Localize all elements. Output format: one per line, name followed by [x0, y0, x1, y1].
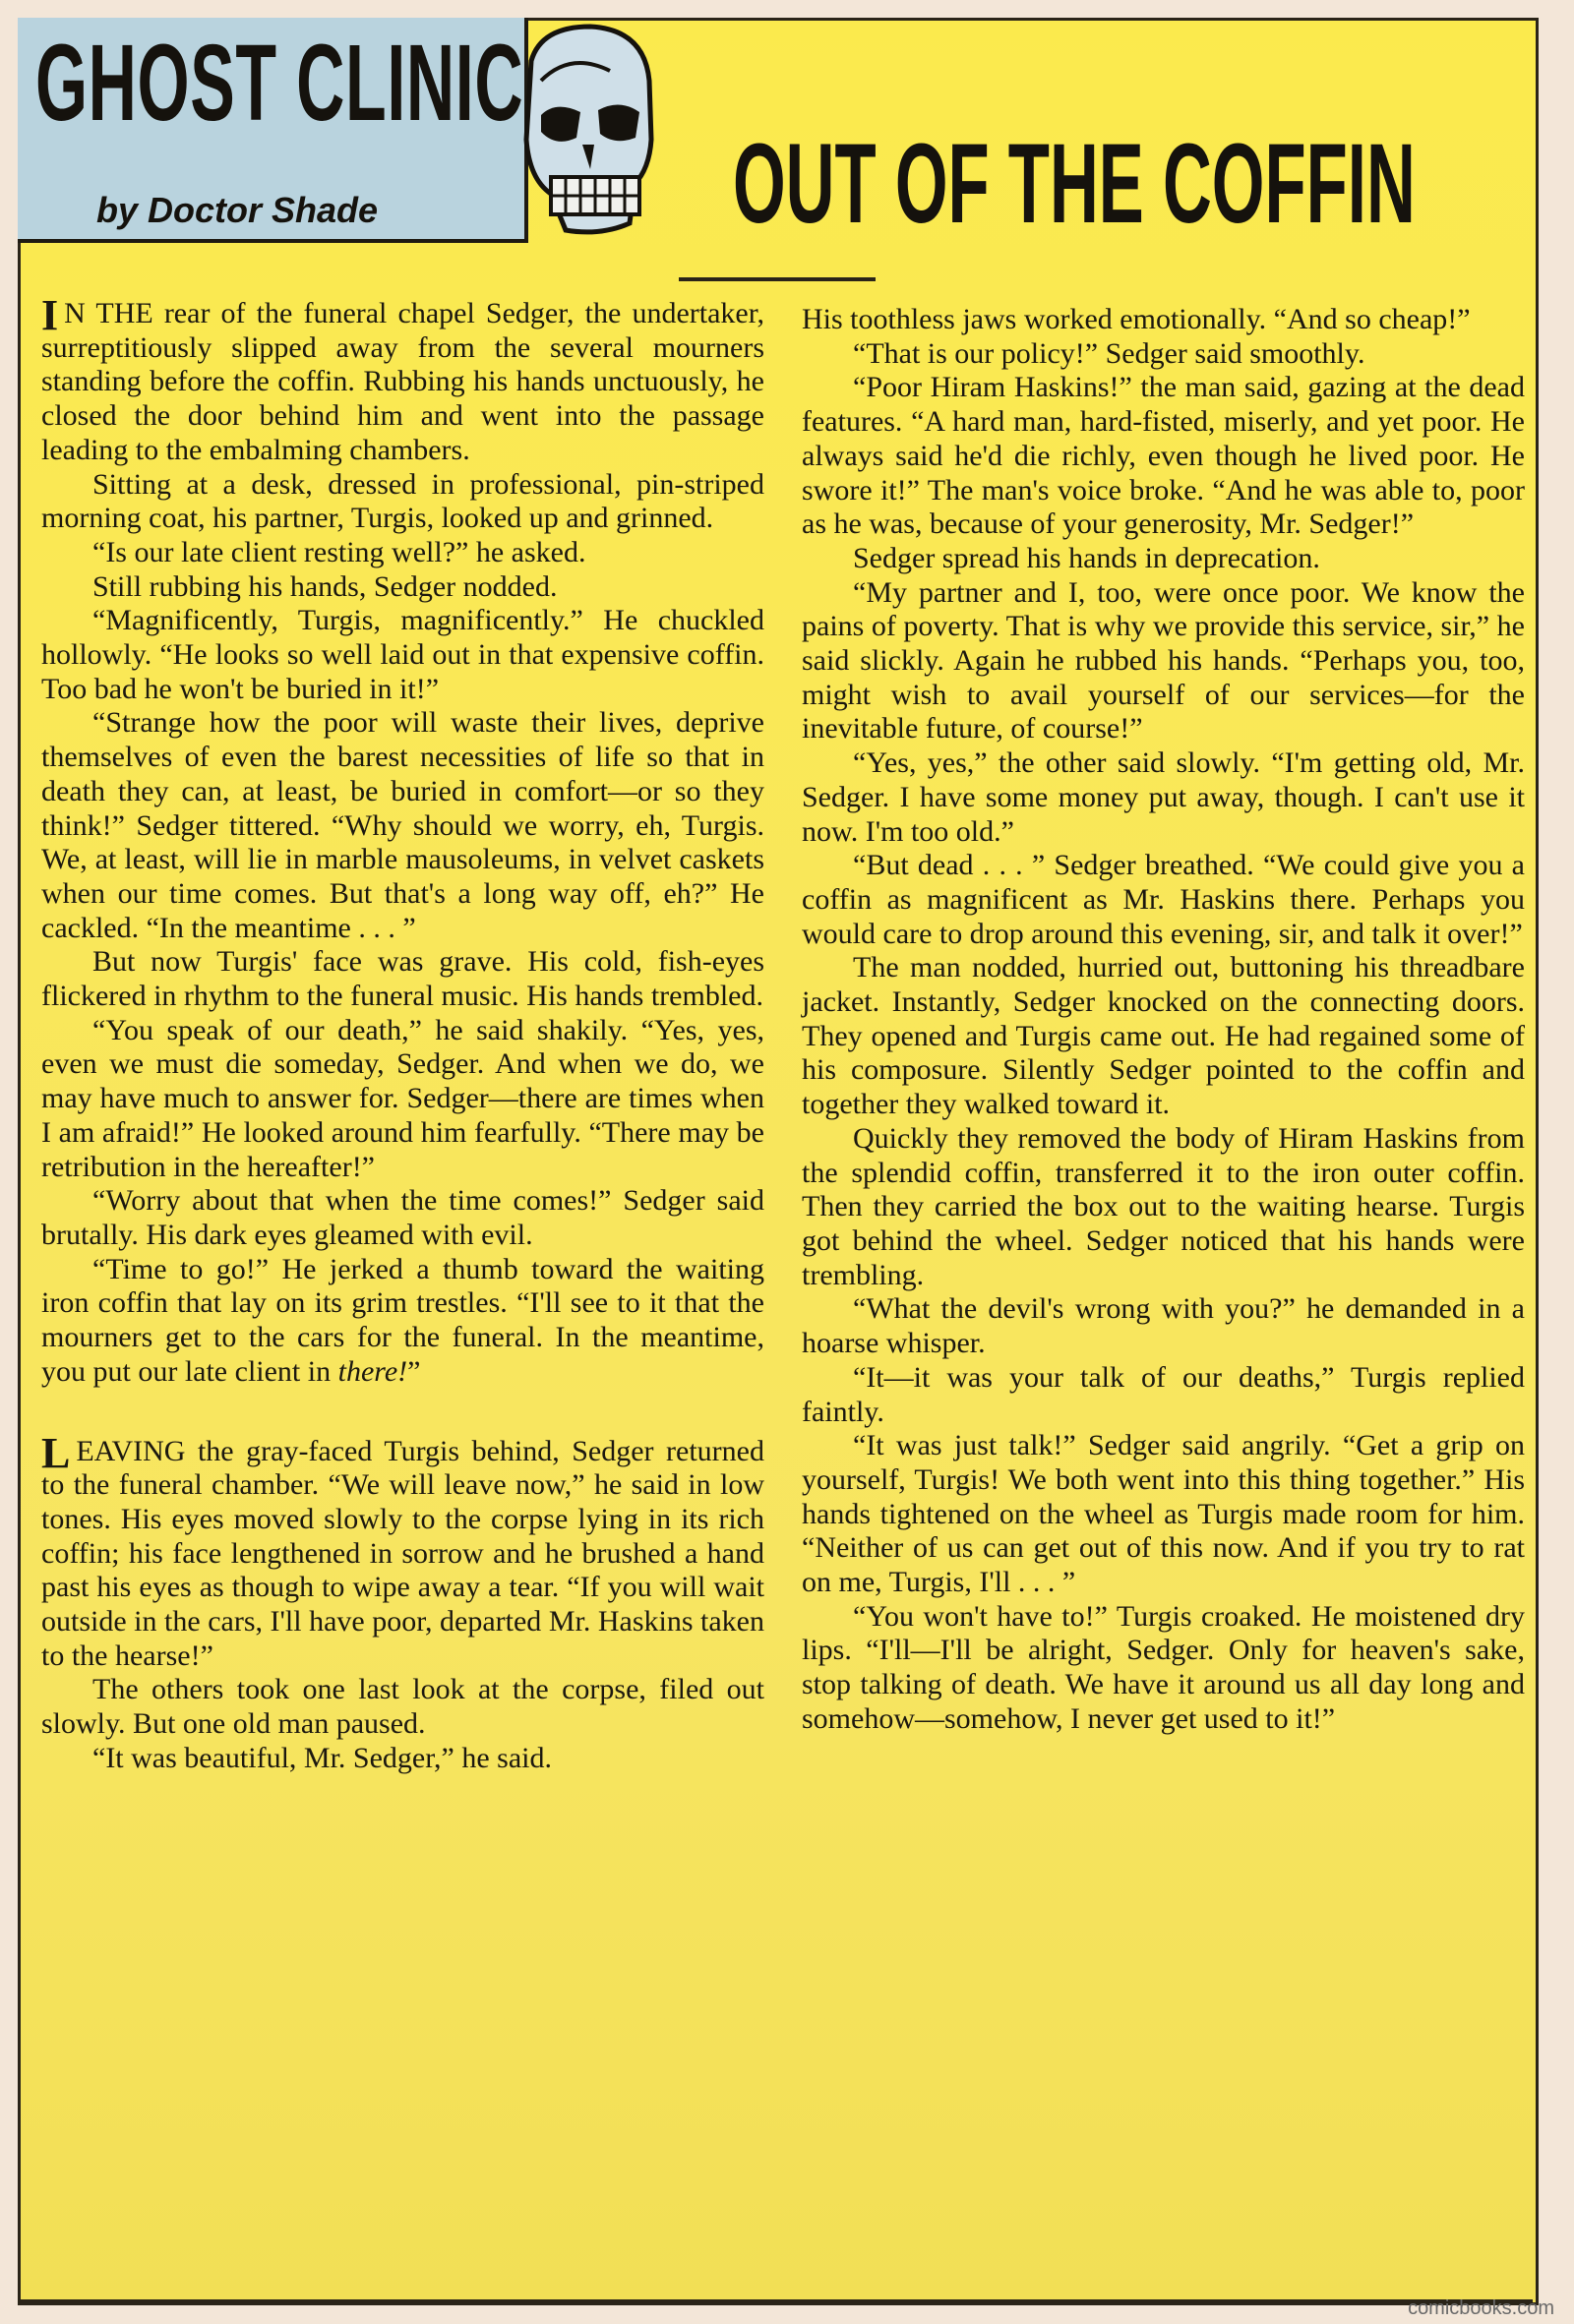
paragraph: “You speak of our death,” he said shakily. “Yes, yes, even we must die someday, Sedger. And when we do, we may have much to answer for. Sedger—there are times when I am afraid!” He looked around him fearfully. “There may be retribution in the hereafter!”: [41, 1013, 764, 1183]
paragraph: L EAVING the gray-faced Turgis behind, Sedger returned to the funeral chamber. “We will leave now,” he said in low tones. His eyes moved slowly to the corpse lying in its rich coffin; his face lengthened in sorrow and he brushed a hand past his eyes as though to wipe away a tear. “If you will wait outside in the cars, I'll have poor, departed Mr. Haskins taken to the hearse!”: [41, 1428, 764, 1672]
byline: by Doctor Shade: [96, 190, 379, 230]
paragraph: “But dead . . . ” Sedger breathed. “We could give you a coffin as magnificent as Mr. Haskins there. Perhaps you would care to drop around this evening, sir, and talk it over!”: [802, 849, 1525, 950]
feature-title: GHOST CLINIC: [35, 23, 524, 144]
paragraph: “Yes, yes,” the other said slowly. “I'm getting old, Mr. Sedger. I have some money put away, though. I can't use it now. I'm too old.”: [802, 746, 1525, 848]
paragraph: “Magnificently, Turgis, magnificently.” He chuckled hollowly. “He looks so well laid out in that expensive coffin. Too bad he won't be buried in it!”: [41, 604, 764, 705]
paragraph: His toothless jaws worked emotionally. “And so cheap!”: [802, 303, 1471, 335]
paragraph: Quickly they removed the body of Hiram Haskins from the splendid coffin, transferred it to the iron outer coffin. Then they carried the box out to the waiting hearse. Turgis got behind the wheel. Sedger noticed that his hands were trembling.: [802, 1121, 1525, 1291]
paragraph: “You won't have to!” Turgis croaked. He moistened dry lips. “I'll—I'll be alright, Sedger. Only for heaven's sake, stop talking of death. We have it around us all day long and somehow—somehow, I never get used to it!”: [802, 1599, 1525, 1735]
drop-cap: I: [41, 291, 59, 339]
paragraph: “Strange how the poor will waste their lives, deprive themselves of even the barest necessities of life so that in death they can, at least, be buried in comfort—or so they think!” Sedger tittered. “Why should we worry, eh, Turgis. We, at least, will lie in marble mausoleums, in velvet caskets when our time comes. But that's a long way off, eh?” He cackled. “In the meantime . . . ”: [41, 706, 764, 944]
left-column: [41, 291, 764, 1776]
paragraph: The others took one last look at the corpse, filed out slowly. But one old man paused.: [41, 1673, 764, 1741]
paragraph: Sitting at a desk, dressed in professional, pin-striped morning coat, his partner, Turgis, looked up and grinned.: [41, 467, 764, 535]
paragraph: “It was just talk!” Sedger said angrily. “Get a grip on yourself, Turgis! We both went into this thing together.” His hands tightened on the wheel as Turgis made room for him. “Neither of us can get out of this now. And if you try to rat on me, Turgis, I'll . . . ”: [802, 1429, 1525, 1599]
skull-icon: [512, 22, 659, 238]
right-column: [802, 303, 1525, 1737]
drop-cap: L: [41, 1428, 71, 1477]
paragraph: “Worry about that when the time comes!” Sedger said brutally. His dark eyes gleamed with evil.: [41, 1184, 764, 1251]
paragraph: “It was beautiful, Mr. Sedger,” he said.: [92, 1741, 552, 1774]
title-divider: [679, 277, 876, 281]
bottom-rule: [18, 2299, 1533, 2302]
paragraph: “That is our policy!” Sedger said smoothly.: [853, 336, 1365, 370]
masthead-box: [18, 18, 528, 243]
paragraph: The man nodded, hurried out, buttoning his threadbare jacket. Instantly, Sedger knocked on the connecting doors. They opened and Turgis came out. He had regained some of his composure. Silently Sedger pointed to the coffin and together they walked toward it.: [802, 951, 1525, 1121]
paragraph: “My partner and I, too, were once poor. We know the pains of poverty. That is why we provide this service, sir,” he said slickly. Again he rubbed his hands. “Perhaps you, too, might wish to avail yourself of our services—for the inevitable future, of course!”: [802, 575, 1525, 745]
story-title: OUT OF THE COFFIN: [733, 121, 1416, 247]
paragraph: But now Turgis' face was grave. His cold, fish-eyes flickered in rhythm to the funeral music. His hands trembled.: [41, 945, 764, 1013]
paragraph: Sedger spread his hands in deprecation.: [853, 541, 1320, 574]
paragraph: “It—it was your talk of our deaths,” Turgis replied faintly.: [802, 1360, 1525, 1428]
paragraph: “Is our late client resting well?” he asked.: [92, 535, 586, 568]
paragraph: “Poor Hiram Haskins!” the man said, gazing at the dead features. “A hard man, hard-fisted, miserly, and yet poor. He always said he'd die richly, even though he lived poor. He swore it!” The man's voice broke. “And he was able to, poor as he was, because of your generosity, Mr. Sedger!”: [802, 371, 1525, 541]
paragraph: Still rubbing his hands, Sedger nodded.: [92, 569, 558, 603]
paragraph: “What the devil's wrong with you?” he demanded in a hoarse whisper.: [802, 1292, 1525, 1360]
paragraph: “Time to go!” He jerked a thumb toward the waiting iron coffin that lay on its grim trestles. “I'll see to it that the mourners get to the cars for the funeral. In the meantime, you put our late client in there!”: [41, 1252, 764, 1388]
paragraph: I N THE rear of the funeral chapel Sedger, the undertaker, surreptitiously slipped away from the several mourners standing before the coffin. Rubbing his hands unctuously, he closed the door behind him and went into the passage leading to the embalming chambers.: [41, 291, 764, 466]
section-break: [41, 1390, 764, 1435]
watermark: comicbooks.com: [1408, 2297, 1554, 2319]
